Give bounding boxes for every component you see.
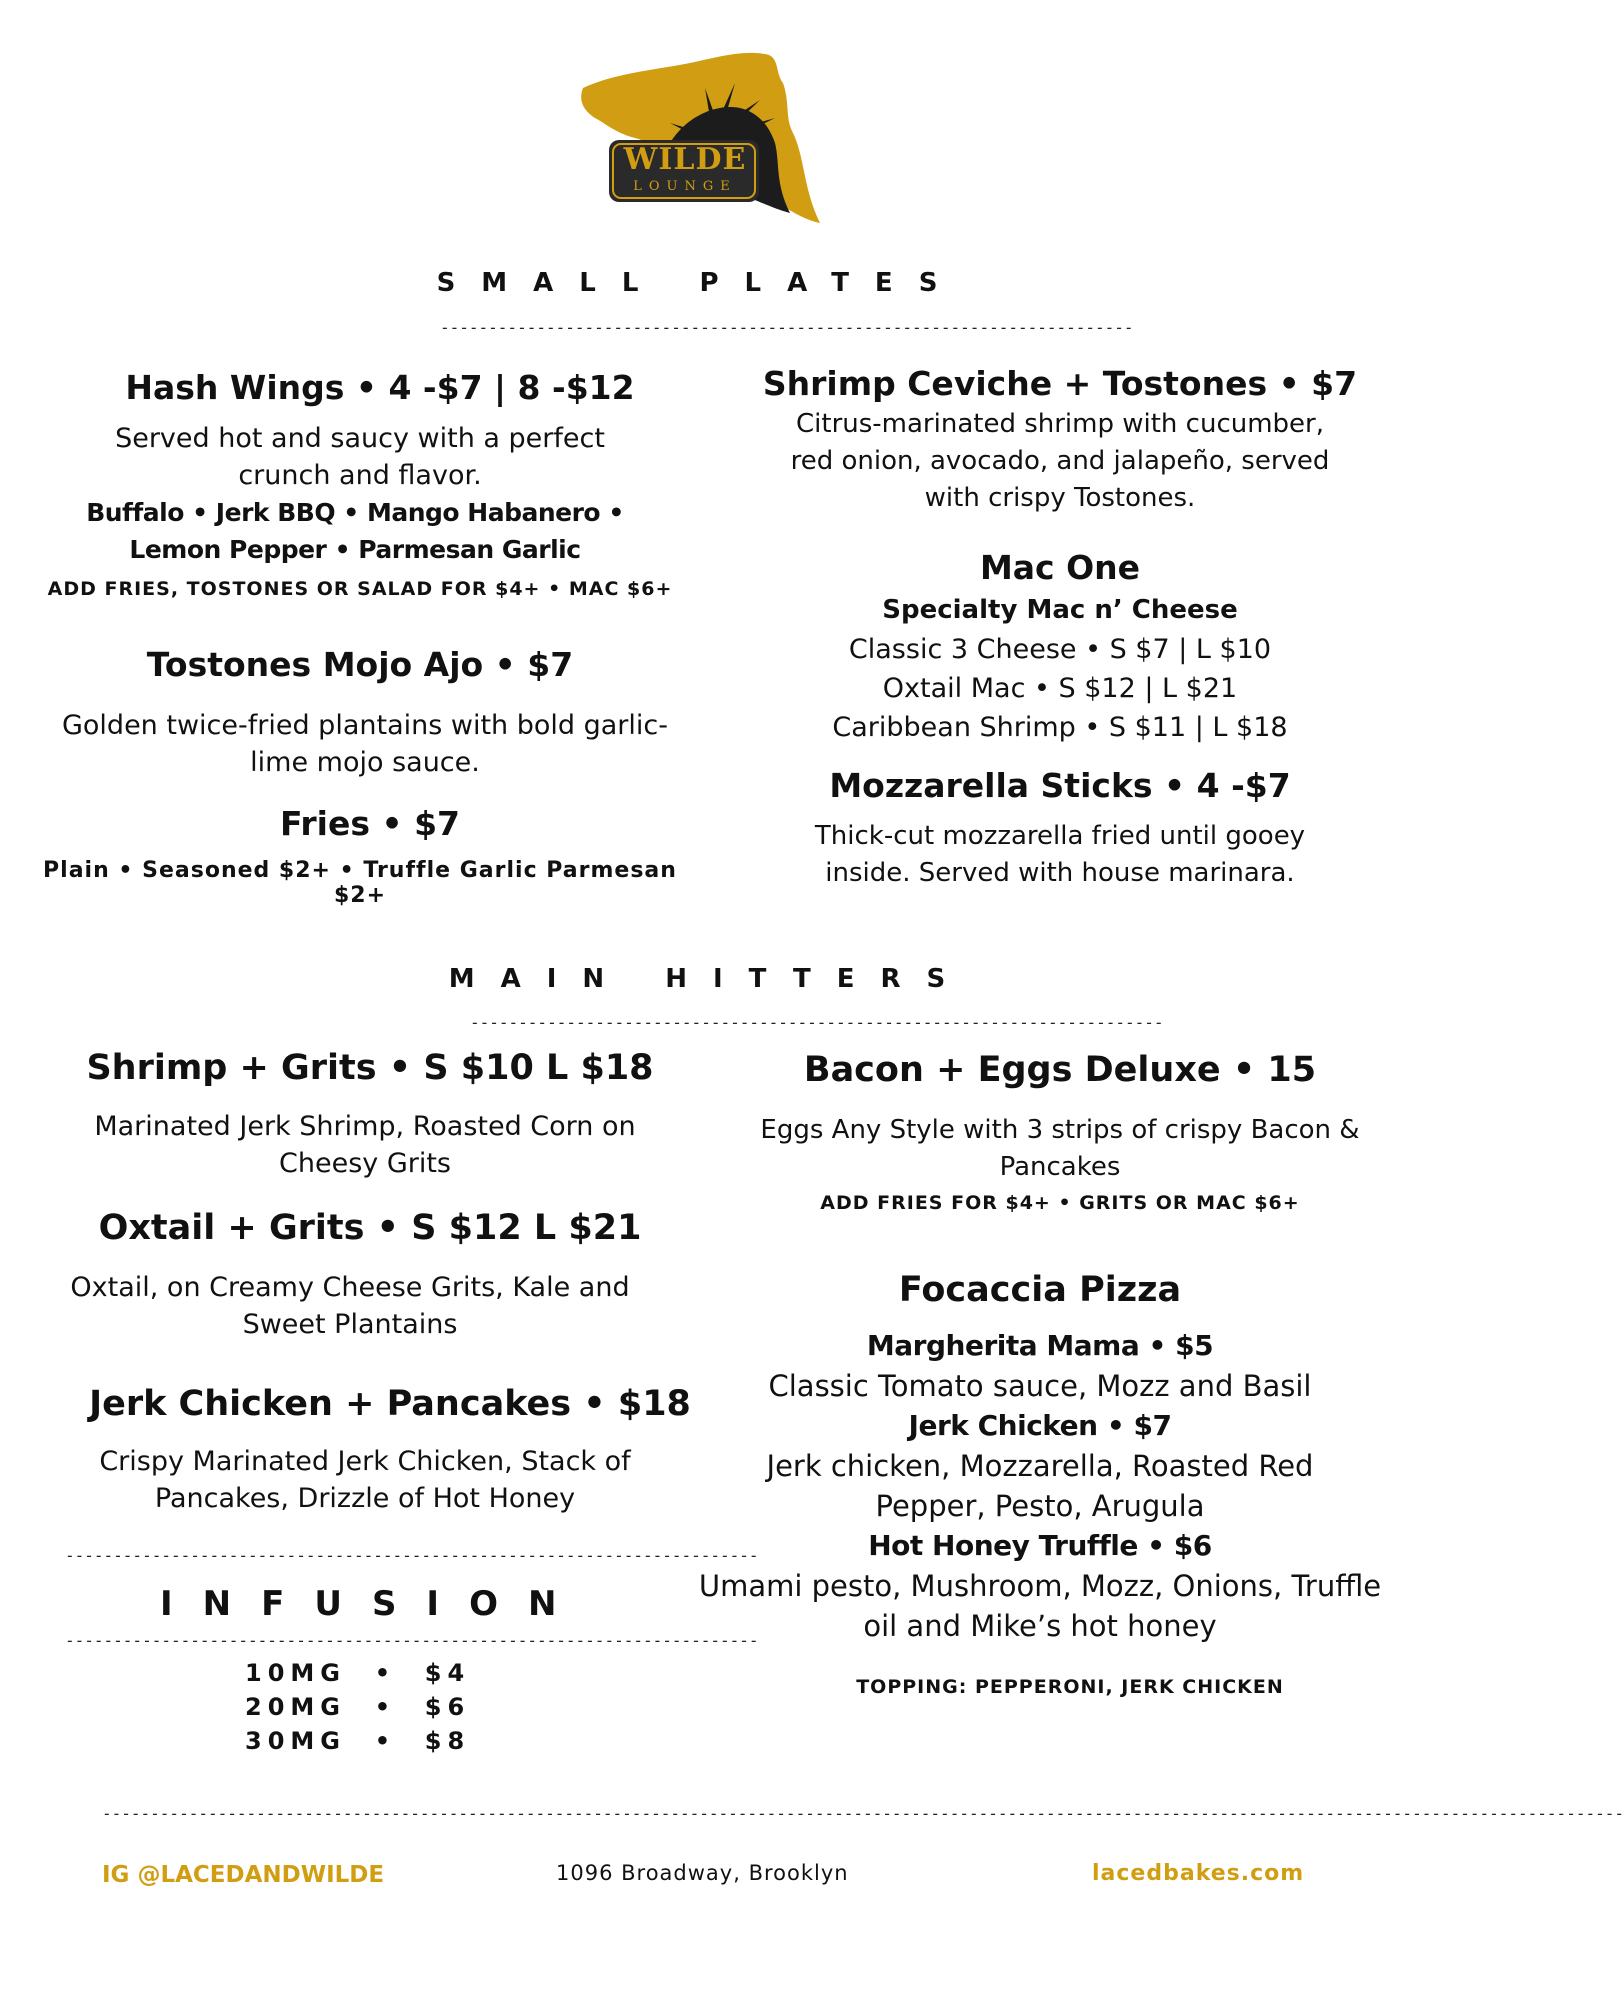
pizza-desc: Umami pesto, Mushroom, Mozz, Onions, Truffle oil and Mike’s hot honey (698, 1569, 1382, 1643)
item-title-ceviche: Shrimp Ceviche + Tostones • $7 (762, 364, 1358, 403)
brand-sub: LOUNGE (633, 179, 737, 194)
item-subtitle-mac-one: Specialty Mac n’ Cheese (882, 595, 1238, 625)
item-title-bacon-eggs: Bacon + Eggs Deluxe • 15 (803, 1050, 1317, 1090)
pizza-name: Hot Honey Truffle • $6 (868, 1529, 1212, 1562)
item-desc-ceviche: Citrus-marinated shrimp with cucumber, red onion, avocado, and jalapeño, served with crispy Tostones. (790, 409, 1330, 513)
divider: ------------------------------------------------------------------------ (65, 1546, 759, 1565)
divider: ------------------------------------------------------------------------ (65, 1631, 759, 1650)
pizza-name: Jerk Chicken • $7 (908, 1409, 1172, 1442)
footer-website[interactable]: lacedbakes.com (1092, 1861, 1305, 1886)
brand-name: WILDE (623, 142, 747, 177)
divider: ------------------------------------------------------------------------ (440, 318, 1134, 337)
item-title-focaccia: Focaccia Pizza (898, 1270, 1182, 1310)
item-flavors-hash-wings: Buffalo • Jerk BBQ • Mango Habanero • Lemon Pepper • Parmesan Garlic (86, 498, 624, 564)
item-addon-bacon-eggs: ADD FRIES FOR $4+ • GRITS OR MAC $6+ (820, 1192, 1300, 1214)
item-title-jerk-pancakes: Jerk Chicken + Pancakes • $18 (89, 1384, 691, 1424)
item-title-tostones: Tostones Mojo Ajo • $7 (146, 645, 574, 684)
item-desc-oxtail-grits: Oxtail, on Creamy Cheese Grits, Kale and Sweet Plantains (70, 1272, 630, 1340)
infusion-tiers (245, 1656, 471, 1758)
brand-logo (575, 48, 837, 233)
infusion-tier: 30MG • $8 (245, 1727, 471, 1755)
wolf-cannabis-logo-icon (575, 48, 837, 233)
pizza-desc: Jerk chicken, Mozzarella, Roasted Red Pepper, Pesto, Arugula (766, 1449, 1314, 1523)
item-desc-shrimp-grits: Marinated Jerk Shrimp, Roasted Corn on Cheesy Grits (94, 1111, 636, 1179)
item-title-mac-one: Mac One (979, 548, 1141, 587)
section-heading-infusion: INFUSION (160, 1584, 587, 1624)
footer-instagram[interactable]: IG @LACEDANDWILDE (102, 1862, 385, 1888)
list-item: Classic 3 Cheese • S $7 | L $10 (848, 634, 1272, 665)
pizza-name: Margherita Mama • $5 (866, 1329, 1214, 1362)
item-title-hash-wings: Hash Wings • 4 -$7 | 8 -$12 (125, 368, 635, 407)
item-desc-bacon-eggs: Eggs Any Style with 3 strips of crispy Bacon & Pancakes (760, 1115, 1360, 1182)
infusion-tier: 10MG • $4 (245, 1659, 471, 1687)
item-title-oxtail-grits: Oxtail + Grits • S $12 L $21 (98, 1208, 642, 1248)
item-desc-mozzarella: Thick-cut mozzarella fried until gooey inside. Served with house marinara. (814, 821, 1306, 888)
item-title-fries: Fries • $7 (279, 804, 461, 843)
pizza-desc: Classic Tomato sauce, Mozz and Basil (768, 1369, 1312, 1403)
item-addon-hash-wings: ADD FRIES, TOSTONES OR SALAD FOR $4+ • MAC $6+ (47, 578, 673, 600)
list-item: Oxtail Mac • S $12 | L $21 (882, 673, 1238, 704)
infusion-tier: 20MG • $6 (245, 1693, 471, 1721)
focaccia-list (690, 1326, 1390, 1646)
item-options-fries: Plain • Seasoned $2+ • Truffle Garlic Parmesan $2+ (43, 858, 677, 908)
list-item: Caribbean Shrimp • S $11 | L $18 (832, 712, 1288, 743)
footer-divider: -------------------------------------------------------------------------------------------------------------------------------------------------------------- (102, 1804, 1624, 1823)
mac-one-list (760, 630, 1360, 747)
item-topping-focaccia: TOPPING: PEPPERONI, JERK CHICKEN (856, 1676, 1284, 1698)
section-heading-small-plates: SMALL PLATES (436, 268, 964, 298)
item-desc-jerk-pancakes: Crispy Marinated Jerk Chicken, Stack of Pancakes, Drizzle of Hot Honey (99, 1446, 631, 1514)
item-desc-tostones: Golden twice-fried plantains with bold garlic-lime mojo sauce. (61, 710, 668, 778)
item-title-mozzarella: Mozzarella Sticks • 4 -$7 (829, 766, 1291, 805)
section-heading-main-hitters: MAIN HITTERS (448, 964, 972, 994)
item-desc-hash-wings: Served hot and saucy with a perfect crunch and flavor. (115, 423, 605, 491)
footer-address: 1096 Broadway, Brooklyn (556, 1861, 849, 1885)
item-title-shrimp-grits: Shrimp + Grits • S $10 L $18 (86, 1048, 654, 1088)
divider: ------------------------------------------------------------------------ (470, 1013, 1164, 1032)
